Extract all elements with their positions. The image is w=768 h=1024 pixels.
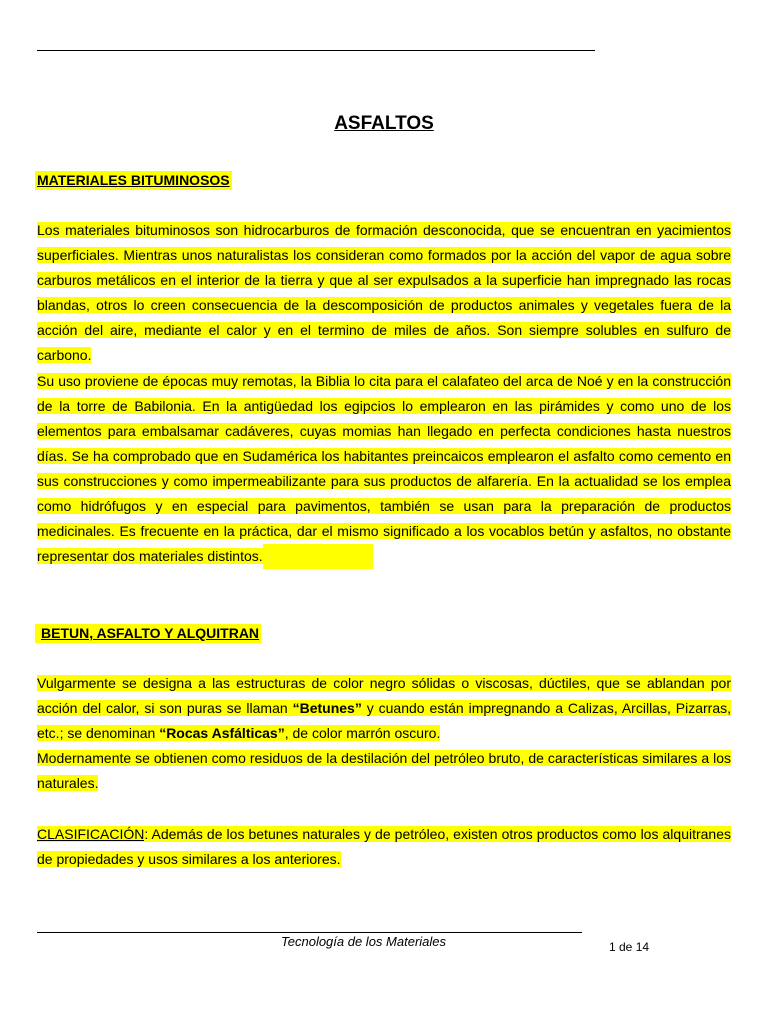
- clasificacion-text: : Además de los betunes naturales y de petróleo, existen otros productos como los alquitranes de propiedades y usos similares a los anteriores.: [37, 825, 731, 867]
- heading-materiales-bituminosos: MATERIALES BITUMINOSOS: [37, 172, 230, 188]
- paragraph-text: Modernamente se obtienen como residuos de la destilación del petróleo bruto, de características similares a los naturales.: [37, 750, 731, 792]
- header-rule: [37, 50, 595, 51]
- bold-term-betunes: “Betunes”: [292, 700, 362, 717]
- heading-betun-asfalto-alquitran: [35, 624, 261, 643]
- bold-term-rocas-asfalticas: “Rocas Asfálticas”: [159, 725, 285, 742]
- paragraph-text: Vulgarmente se designa a las estructuras de color negro sólidas o viscosas, dúctiles, que se ablandan por acción del calor, si son puras se llaman: [37, 675, 731, 717]
- clasificacion-label: CLASIFICACIÓN: [37, 825, 145, 842]
- paragraph-text: Su uso proviene de épocas muy remotas, la Biblia lo cita para el calafateo del arca de Noé y en la construcción de la torre de Babilonia. En la antigüedad los egipcios lo emplearon en las pirámides y como uno de los elementos para embalsamar cadáveres, cuyas momias han llegado en perfecta condiciones hasta nuestros días. Se ha comprobado que en Sudamérica los habitantes preincaicos emplearon el asfalto como cemento en sus construcciones y como impermeabilizante para sus productos de alfarería. En la actualidad se los emplea como hidrófugos y en especial para pavimentos, también se usan para la preparación de productos medicinales. Es frecuente en la práctica, dar el mismo significado a los vocablos betún y asfaltos, no obstante representar dos materiales distintos.: [37, 372, 731, 565]
- paragraph-bituminosos-intro: [37, 218, 731, 569]
- page-number: 1 de 14: [609, 940, 650, 954]
- highlight-filler: [263, 544, 373, 569]
- page-title: ASFALTOS: [334, 113, 434, 134]
- footer-rule: [37, 932, 582, 933]
- paragraph-text: Los materiales bituminosos son hidrocarburos de formación desconocida, que se encuentran en yacimientos superficiales. Mientras unos naturalistas los consideran como formados por la acción del vapor de agua sobre carburos metálicos en el interior de la tierra y que al ser expulsados a la superficie han impregnado las rocas blandas, otros lo creen consecuencia de la descomposición de productos animales y vegetales fuera de la acción del aire, mediante el calor y en el termino de miles de años. Son siempre solubles en sulfuro de carbono.: [37, 222, 731, 364]
- footer-title: Tecnología de los Materiales: [281, 934, 447, 949]
- paragraph-text: y cuando están impregnando a Calizas, Arcillas, Pizarras, etc.; se denominan: [37, 700, 731, 742]
- heading-text: BETUN, ASFALTO Y ALQUITRAN: [41, 625, 260, 641]
- paragraph-betunes: [37, 671, 731, 872]
- paragraph-text: , de color marrón oscuro.: [284, 725, 441, 742]
